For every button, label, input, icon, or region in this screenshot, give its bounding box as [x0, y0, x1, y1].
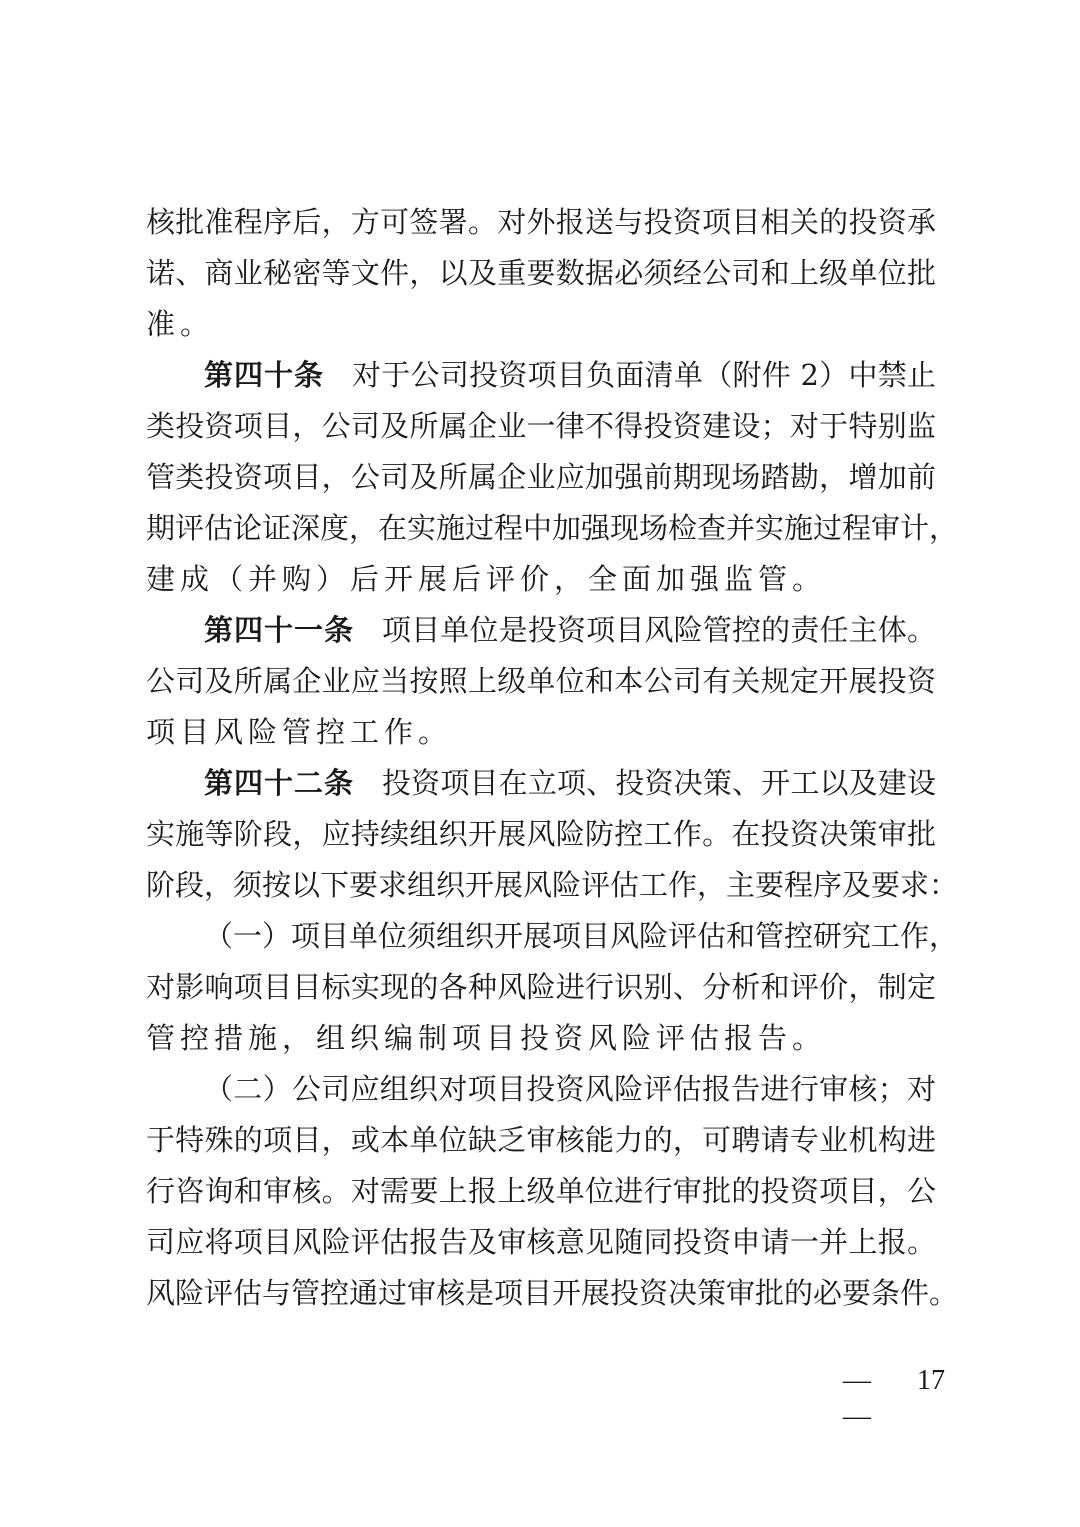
body-text-line: 对影响项目目标实现的各种风险进行识别、分析和评价，制定: [146, 970, 936, 1004]
body-text-line: 实施等阶段，应持续组织开展风险防控工作。在投资决策审批: [146, 817, 936, 851]
page-number-dash-bottom: —: [843, 1401, 871, 1432]
body-text-line: 管控措施，组织编制项目投资风险评估报告。: [146, 1021, 827, 1055]
body-text-line: 司应将项目风险评估报告及审核意见随同投资申请一并上报。: [146, 1225, 936, 1259]
article-40-first-line: [204, 358, 936, 392]
article-41-first-line: [204, 613, 936, 647]
body-text-line: 期评估论证深度，在实施过程中加强现场检查并实施过程审计，: [146, 511, 959, 545]
body-text-line: 准。: [146, 307, 215, 341]
article-42-first-line: [204, 766, 936, 800]
body-text-line: 管类投资项目，公司及所属企业应加强前期现场踏勘，增加前: [146, 460, 936, 494]
body-text: 项目单位是投资项目风险管控的责任主体。: [382, 613, 936, 647]
body-text-line: 核批准程序后，方可签署。对外报送与投资项目相关的投资承: [146, 205, 936, 239]
article-heading: 第四十二条: [204, 766, 355, 800]
page-number: 17: [917, 1365, 945, 1396]
body-text-line: 于特殊的项目，或本单位缺乏审核能力的，可聘请专业机构进: [146, 1123, 936, 1157]
list-item-2-first-line: （二）公司应组织对项目投资风险评估报告进行审核；对: [204, 1072, 936, 1106]
body-text-line: 阶段，须按以下要求组织开展风险评估工作，主要程序及要求：: [146, 868, 959, 902]
article-heading: 第四十条: [204, 358, 325, 392]
body-text-line: 风险评估与管控通过审核是项目开展投资决策审批的必要条件。: [146, 1276, 959, 1310]
page-number-dash-top: —: [843, 1365, 871, 1396]
body-text: 投资项目在立项、投资决策、开工以及建设: [382, 766, 936, 800]
body-text-line: 公司及所属企业应当按照上级单位和本公司有关规定开展投资: [146, 664, 936, 698]
body-text-line: 诺、商业秘密等文件，以及重要数据必须经公司和上级单位批: [146, 256, 936, 290]
body-text-line: 类投资项目，公司及所属企业一律不得投资建设；对于特别监: [146, 409, 936, 443]
article-heading: 第四十一条: [204, 613, 355, 647]
body-text: 对于公司投资项目负面清单（附件 2）中禁止: [352, 358, 936, 392]
body-text-line: 建成（并购）后开展后评价，全面加强监管。: [146, 562, 827, 596]
body-text-line: 项目风险管控工作。: [146, 715, 453, 749]
body-text-line: 行咨询和审核。对需要上报上级单位进行审批的投资项目，公: [146, 1174, 936, 1208]
list-item-1-first-line: （一）项目单位须组织开展项目风险评估和管控研究工作，: [204, 919, 959, 953]
